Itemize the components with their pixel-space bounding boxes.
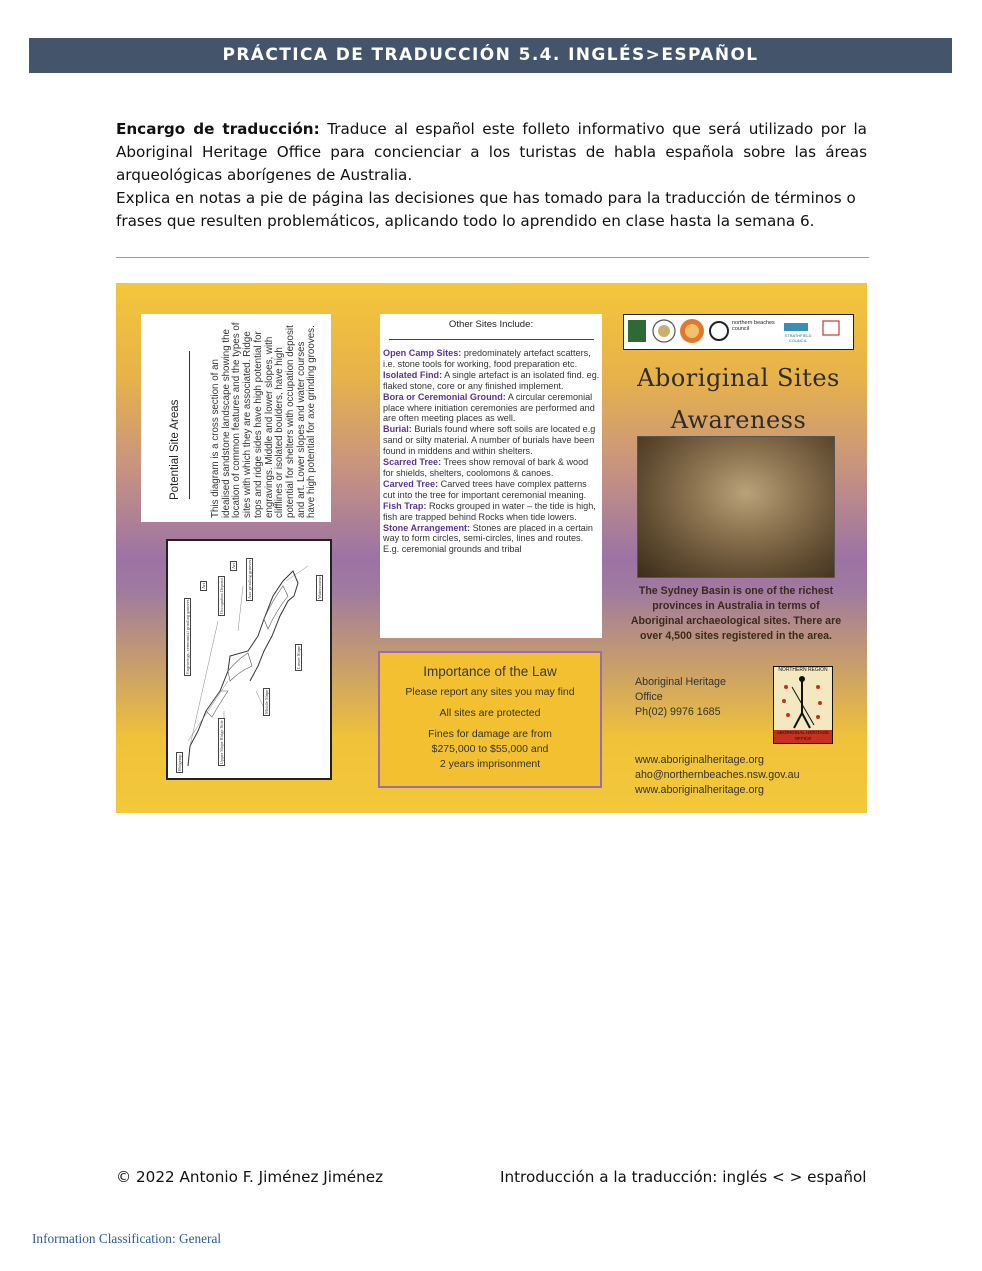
divider bbox=[116, 257, 869, 258]
website-link: www.aboriginalheritage.org bbox=[635, 754, 764, 766]
importance-of-law-box bbox=[378, 651, 602, 788]
law-line bbox=[380, 727, 600, 772]
brief-instructions: Explica en notas a pie de página las decisiones que has tomado para la traducción de términos o frases que resulten problemáticos, aplicando todo lo aprendido en clase hasta la semana 6. bbox=[116, 189, 856, 230]
site-desc: Rocks grouped in water – the tide is high, fish are trapped behind Rocks when tide lowers. bbox=[383, 500, 596, 522]
law-line: All sites are protected bbox=[439, 707, 541, 719]
emblem-figure-icon bbox=[774, 673, 831, 735]
diagram-label: Upper Slope Ridge Side bbox=[219, 720, 224, 764]
rock-art-photo bbox=[637, 436, 835, 578]
strathfield-logo-text: STRATHFIELD COUNCIL bbox=[784, 333, 812, 343]
list-item bbox=[383, 479, 600, 501]
list-item bbox=[383, 392, 600, 425]
diagram-label: Ridgetop bbox=[177, 754, 182, 771]
cross-section-diagram bbox=[166, 539, 332, 780]
brochure-title-line: Awareness bbox=[670, 406, 807, 434]
brief-label: Encargo de traducción: bbox=[116, 120, 320, 138]
logo-mark bbox=[628, 320, 646, 342]
diagram-label: Middle Slope bbox=[264, 689, 269, 714]
list-item bbox=[383, 457, 600, 479]
law-fines: Fines for damage are from bbox=[428, 728, 552, 740]
office-line: Aboriginal Heritage bbox=[635, 676, 726, 688]
law-imprisonment: 2 years imprisonment bbox=[439, 758, 541, 770]
list-item bbox=[383, 501, 600, 523]
site-desc: Carved trees have complex patterns cut into the tree for important ceremonial meaning. bbox=[383, 478, 587, 500]
website-link: www.aboriginalheritage.org bbox=[635, 784, 764, 796]
potential-site-areas-title: Potential Site Areas bbox=[169, 399, 181, 500]
copyright: © 2022 Antonio F. Jiménez Jiménez bbox=[116, 1168, 384, 1186]
partner-logos bbox=[623, 314, 854, 350]
list-item bbox=[383, 348, 600, 370]
logo-mark bbox=[823, 321, 839, 335]
email-link: aho@northernbeaches.nsw.gov.au bbox=[635, 769, 800, 781]
translation-brief bbox=[116, 118, 867, 233]
information-classification: Information Classification: General bbox=[32, 1231, 222, 1246]
course-title: Introducción a la traducción: inglés < > español bbox=[500, 1168, 867, 1186]
logo-mark bbox=[685, 324, 699, 338]
title-rule bbox=[189, 351, 190, 499]
brochure-image bbox=[116, 283, 867, 813]
site-term: Fish Trap: bbox=[383, 500, 427, 511]
diagram-label: Art bbox=[231, 563, 236, 569]
office-info bbox=[635, 675, 726, 720]
potential-site-areas-panel bbox=[141, 314, 331, 522]
emblem-bottom-text: ABORIGINAL HERITAGE OFFICE bbox=[774, 730, 832, 743]
sydney-basin-text: The Sydney Basin is one of the richest provinces in Australia in terms of Aboriginal archaeological sites. There are over 4,500 sites registered in the area. bbox=[630, 585, 842, 642]
other-sites-title: Other Sites Include: bbox=[448, 319, 534, 330]
law-line: Please report any sites you may find bbox=[405, 686, 575, 698]
contact-info bbox=[635, 753, 800, 798]
law-fines-range: $275,000 to $55,000 and bbox=[431, 743, 549, 755]
diagram-label: Art bbox=[201, 583, 206, 589]
site-term: Open Camp Sites: bbox=[383, 348, 462, 358]
site-term: Bora or Ceremonial Ground: bbox=[383, 391, 506, 402]
site-desc: Stones are placed in a certain way to form circles, semi-circles, lines and routes. E.g. ceremonial grounds and tribal bbox=[383, 522, 593, 555]
list-item bbox=[383, 424, 600, 457]
site-term: Scarred Tree: bbox=[383, 457, 442, 468]
other-sites-panel bbox=[380, 314, 602, 638]
diagram-label: Lower Slope bbox=[296, 645, 301, 669]
office-line: Office bbox=[635, 691, 663, 703]
logo-mark bbox=[710, 322, 728, 340]
logo-mark bbox=[658, 325, 670, 337]
brief-paragraph bbox=[116, 118, 867, 187]
office-phone: Ph(02) 9976 1685 bbox=[635, 706, 721, 718]
site-desc: A single artefact is an isolated find. eg. flaked stone, core or any finished implement. bbox=[383, 369, 600, 391]
law-title: Importance of the Law bbox=[423, 664, 557, 679]
brochure-title-line: Aboriginal Sites bbox=[637, 364, 840, 392]
diagram-label: Occupation Deposit bbox=[219, 578, 224, 614]
brief-text: Traduce al español este folleto informativo que será utilizado por la Aboriginal Heritage Office para concienciar a los turistas de habla española sobre las áreas arqueológicas aborígenes de Australia. bbox=[116, 120, 867, 184]
site-term: Stone Arrangement: bbox=[383, 522, 471, 533]
site-desc: A circular ceremonial place where initiation ceremonies are performed and are often meeting places as well. bbox=[383, 391, 595, 424]
site-term: Isolated Find: bbox=[383, 369, 443, 380]
potential-site-areas-body: This diagram is a cross section of an idealised sandstone landscape showing the location of common features and the types of sites with which they are associated. Ridge tops and ridge sides have high potential for engravings. Middle and lower slopes, with clifflines or isolated boulders, have high potential for shelters with occupation deposit and art. Lower slopes and water courses have high potential for axe grinding grooves. bbox=[210, 322, 318, 518]
diagram-label: Watercourse bbox=[317, 576, 322, 599]
aho-emblem bbox=[773, 666, 833, 744]
northern-beaches-logo-text: northern beaches council bbox=[732, 320, 775, 332]
site-term: Carved Tree: bbox=[383, 478, 439, 489]
site-desc: predominately artefact scatters, i.e. stone tools for working, food preparation etc. bbox=[383, 348, 591, 369]
brochure-title bbox=[623, 357, 854, 441]
logo-mark bbox=[784, 323, 808, 331]
site-desc: Trees show removal of bark & wood for shields, shelters, coolomons & canoes. bbox=[383, 457, 589, 478]
site-term: Burial: bbox=[383, 424, 412, 435]
diagram-label: Engravings, ceremonial grinding grooves bbox=[185, 599, 190, 674]
list-item bbox=[383, 523, 600, 556]
list-item bbox=[383, 370, 600, 392]
site-desc: Burials found where soft soils are located e.g sand or silty material. A number of burials have been found in middens and within shelters. bbox=[383, 424, 596, 457]
other-sites-list bbox=[380, 340, 602, 555]
page-title: PRÁCTICA DE TRADUCCIÓN 5.4. INGLÉS>ESPAÑOL bbox=[29, 38, 952, 73]
diagram-label: Axe grinding grooves bbox=[247, 559, 252, 599]
emblem-top-text: NORTHERN REGION bbox=[778, 667, 828, 673]
